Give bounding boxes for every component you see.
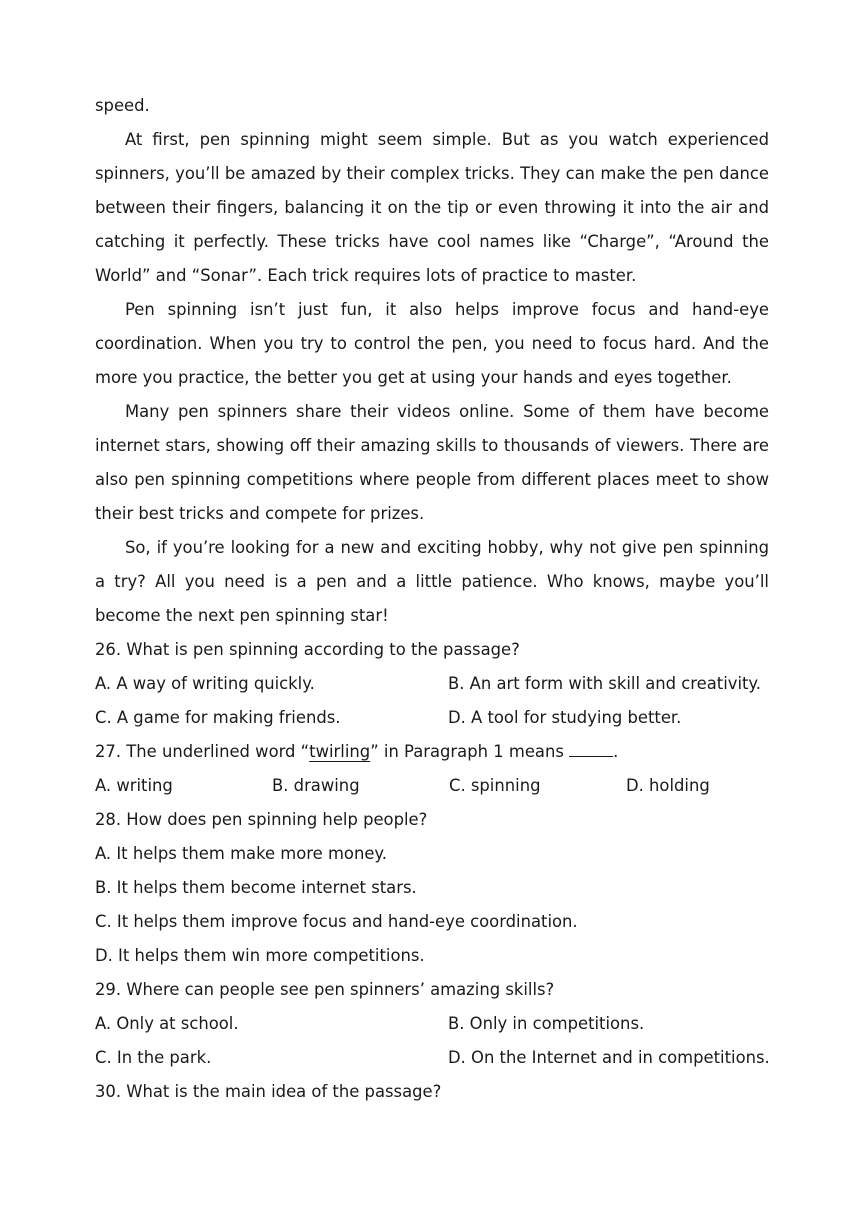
question-28-option-b: B. It helps them become internet stars. [95,878,417,897]
question-27-option-b: B. drawing [272,776,360,795]
question-28-option-d: D. It helps them win more competitions. [95,946,425,965]
question-29-options-row-1 [95,1007,769,1041]
question-29-stem: 29. Where can people see pen spinners’ amazing skills? [95,980,555,999]
passage-paragraph-benefits: Pen spinning isn’t just fun, it also helps improve focus and hand-eye coordination. When you try to control the pen, you need to focus hard. And the more you practice, the better you get at using your hands and eyes together. [95,300,769,387]
question-28-option-a: A. It helps them make more money. [95,844,387,863]
answer-blank [569,738,613,757]
exam-page [95,89,769,1109]
question-26-option-c: C. A game for making friends. [95,708,341,727]
question-27-stem [95,735,769,769]
question-28-stem: 28. How does pen spinning help people? [95,810,428,829]
passage-paragraph-conclusion: So, if you’re looking for a new and exciting hobby, why not give pen spinning a try? All you need is a pen and a little patience. Who knows, maybe you’ll become the next pen spinning star! [95,538,769,625]
question-27-option-c: C. spinning [449,776,541,795]
question-29-option-b: B. Only in competitions. [448,1014,645,1033]
question-29-options-row-2 [95,1041,769,1075]
underlined-word: twirling [309,742,371,761]
passage-continuation: speed. [95,96,150,115]
question-26-options-row-2 [95,701,769,735]
question-26-option-b: B. An art form with skill and creativity. [448,674,762,693]
question-27-stem-start: 27. The underlined word “ [95,742,310,761]
question-30-stem: 30. What is the main idea of the passage? [95,1082,442,1101]
question-27-stem-end: . [613,742,619,761]
question-29-option-a: A. Only at school. [95,1014,239,1033]
question-26-options-row-1 [95,667,769,701]
question-26-option-a: A. A way of writing quickly. [95,674,315,693]
question-26-option-d: D. A tool for studying better. [448,708,682,727]
question-27-option-d: D. holding [626,776,710,795]
question-26-stem: 26. What is pen spinning according to the passage? [95,640,520,659]
question-27-option-a: A. writing [95,776,173,795]
passage-paragraph-online: Many pen spinners share their videos online. Some of them have become internet stars, showing off their amazing skills to thousands of viewers. There are also pen spinning competitions where people from different places meet to show their best tricks and compete for prizes. [95,402,769,523]
question-27-stem-middle: ” in Paragraph 1 means [370,742,564,761]
question-27-options-row [95,769,769,803]
question-28-option-c: C. It helps them improve focus and hand-eye coordination. [95,912,578,931]
question-29-option-c: C. In the park. [95,1048,212,1067]
question-29-option-d: D. On the Internet and in competitions. [448,1048,770,1067]
passage-paragraph-tricks: At first, pen spinning might seem simple. But as you watch experienced spinners, you’ll be amazed by their complex tricks. They can make the pen dance between their fingers, balancing it on the tip or even throwing it into the air and catching it perfectly. These tricks have cool names like “Charge”, “Around the World” and “Sonar”. Each trick requires lots of practice to master. [95,130,769,285]
